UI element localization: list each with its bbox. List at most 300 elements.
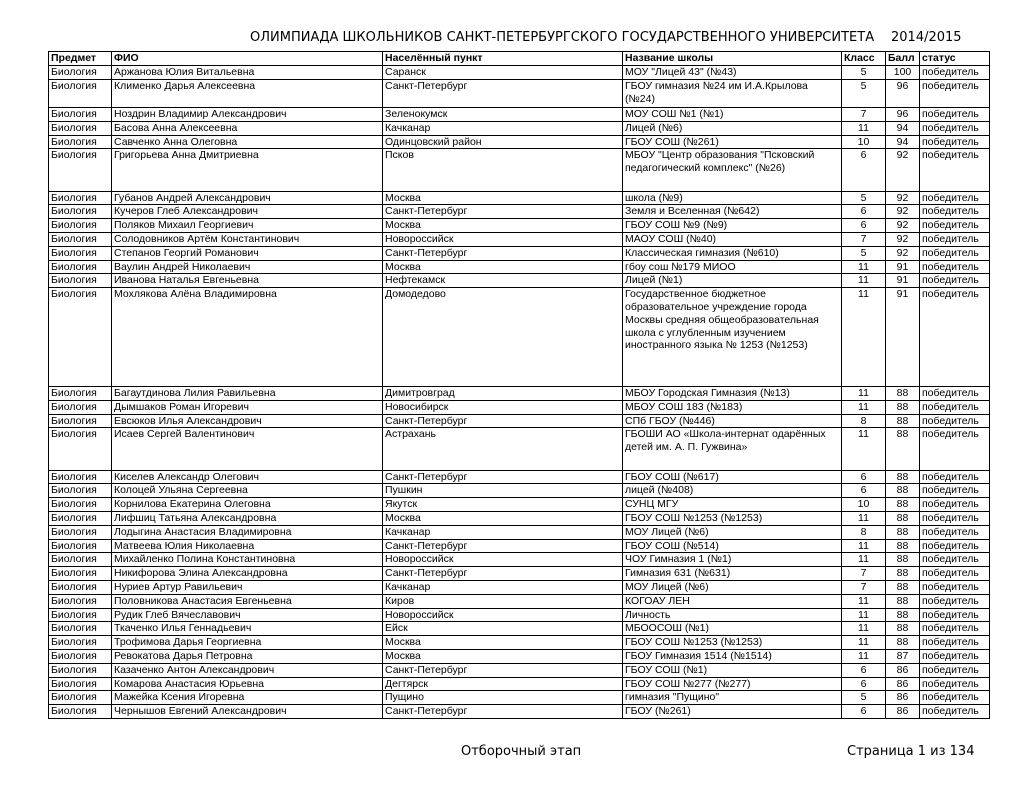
cell-grade: 11 bbox=[842, 260, 886, 274]
cell-grade: 10 bbox=[842, 135, 886, 149]
cell-school: ГБОУ СОШ №1253 (№1253) bbox=[623, 512, 842, 526]
cell-city: Ейск bbox=[383, 622, 623, 636]
cell-score: 100 bbox=[886, 66, 920, 80]
cell-grade: 6 bbox=[842, 663, 886, 677]
cell-grade: 8 bbox=[842, 525, 886, 539]
table-row bbox=[49, 484, 990, 498]
cell-status: победитель bbox=[920, 219, 990, 233]
cell-subject: Биология bbox=[49, 622, 112, 636]
cell-subject: Биология bbox=[49, 705, 112, 719]
cell-school: Земля и Вселенная (№642) bbox=[623, 205, 842, 219]
cell-school: МБОУ Городская Гимназия (№13) bbox=[623, 386, 842, 400]
cell-status: победитель bbox=[920, 470, 990, 484]
cell-status: победитель bbox=[920, 622, 990, 636]
cell-grade: 6 bbox=[842, 149, 886, 191]
cell-school: МОУ Лицей (№6) bbox=[623, 581, 842, 595]
cell-city: Новороссийск bbox=[383, 553, 623, 567]
cell-subject: Биология bbox=[49, 260, 112, 274]
cell-grade: 11 bbox=[842, 636, 886, 650]
cell-subject: Биология bbox=[49, 66, 112, 80]
table-row bbox=[49, 512, 990, 526]
cell-city: Новороссийск bbox=[383, 608, 623, 622]
table-row bbox=[49, 705, 990, 719]
cell-status: победитель bbox=[920, 288, 990, 387]
cell-name: Солодовников Артём Константинович bbox=[112, 233, 383, 247]
cell-city: Димитровград bbox=[383, 386, 623, 400]
cell-school: ГБОУ СОШ №1253 (№1253) bbox=[623, 636, 842, 650]
cell-score: 88 bbox=[886, 525, 920, 539]
cell-grade: 11 bbox=[842, 539, 886, 553]
cell-school: ЧОУ Гимназия 1 (№1) bbox=[623, 553, 842, 567]
cell-school: лицей (№408) bbox=[623, 484, 842, 498]
column-header-status: статус bbox=[920, 52, 990, 66]
cell-name: Евсюков Илья Александрович bbox=[112, 414, 383, 428]
cell-city: Одинцовский район bbox=[383, 135, 623, 149]
cell-subject: Биология bbox=[49, 288, 112, 387]
cell-school: Классическая гимназия (№610) bbox=[623, 246, 842, 260]
cell-subject: Биология bbox=[49, 539, 112, 553]
cell-city: Домодедово bbox=[383, 288, 623, 387]
cell-subject: Биология bbox=[49, 191, 112, 205]
table-row bbox=[49, 274, 990, 288]
cell-status: победитель bbox=[920, 539, 990, 553]
cell-score: 88 bbox=[886, 594, 920, 608]
cell-status: победитель bbox=[920, 581, 990, 595]
cell-name: Савченко Анна Олеговна bbox=[112, 135, 383, 149]
cell-subject: Биология bbox=[49, 677, 112, 691]
table-row bbox=[49, 677, 990, 691]
cell-subject: Биология bbox=[49, 636, 112, 650]
table-row bbox=[49, 219, 990, 233]
cell-score: 92 bbox=[886, 246, 920, 260]
cell-city: Санкт-Петербург bbox=[383, 246, 623, 260]
cell-grade: 11 bbox=[842, 400, 886, 414]
cell-score: 88 bbox=[886, 539, 920, 553]
cell-status: победитель bbox=[920, 149, 990, 191]
cell-subject: Биология bbox=[49, 594, 112, 608]
cell-subject: Биология bbox=[49, 121, 112, 135]
cell-status: победитель bbox=[920, 608, 990, 622]
cell-subject: Биология bbox=[49, 498, 112, 512]
cell-status: победитель bbox=[920, 691, 990, 705]
results-table bbox=[48, 51, 990, 719]
cell-grade: 11 bbox=[842, 512, 886, 526]
cell-grade: 11 bbox=[842, 386, 886, 400]
column-header-name: ФИО bbox=[112, 52, 383, 66]
cell-city: Москва bbox=[383, 636, 623, 650]
cell-city: Москва bbox=[383, 260, 623, 274]
cell-grade: 11 bbox=[842, 553, 886, 567]
cell-city: Нефтекамск bbox=[383, 274, 623, 288]
cell-status: победитель bbox=[920, 498, 990, 512]
cell-name: Степанов Георгий Романович bbox=[112, 246, 383, 260]
cell-city: Якутск bbox=[383, 498, 623, 512]
cell-subject: Биология bbox=[49, 691, 112, 705]
cell-name: Половникова Анастасия Евгеньевна bbox=[112, 594, 383, 608]
table-row bbox=[49, 691, 990, 705]
cell-grade: 5 bbox=[842, 79, 886, 107]
cell-status: победитель bbox=[920, 663, 990, 677]
cell-school: ГБОУ СОШ №9 (№9) bbox=[623, 219, 842, 233]
cell-subject: Биология bbox=[49, 649, 112, 663]
cell-name: Ноздрин Владимир Александрович bbox=[112, 107, 383, 121]
cell-status: победитель bbox=[920, 191, 990, 205]
cell-score: 92 bbox=[886, 233, 920, 247]
cell-subject: Биология bbox=[49, 525, 112, 539]
cell-status: победитель bbox=[920, 233, 990, 247]
cell-name: Поляков Михаил Георгиевич bbox=[112, 219, 383, 233]
table-row bbox=[49, 135, 990, 149]
table-row bbox=[49, 594, 990, 608]
cell-name: Дымшаков Роман Игоревич bbox=[112, 400, 383, 414]
table-row bbox=[49, 79, 990, 107]
cell-name: Мохлякова Алёна Владимировна bbox=[112, 288, 383, 387]
cell-score: 88 bbox=[886, 581, 920, 595]
column-header-score: Балл bbox=[886, 52, 920, 66]
cell-name: Кучеров Глеб Александрович bbox=[112, 205, 383, 219]
cell-score: 87 bbox=[886, 649, 920, 663]
cell-name: Чернышов Евгений Александрович bbox=[112, 705, 383, 719]
cell-grade: 7 bbox=[842, 567, 886, 581]
cell-name: Корнилова Екатерина Олеговна bbox=[112, 498, 383, 512]
cell-score: 92 bbox=[886, 219, 920, 233]
cell-school: СПб ГБОУ (№446) bbox=[623, 414, 842, 428]
column-header-subject: Предмет bbox=[49, 52, 112, 66]
cell-grade: 5 bbox=[842, 691, 886, 705]
cell-score: 92 bbox=[886, 149, 920, 191]
table-row bbox=[49, 553, 990, 567]
cell-score: 88 bbox=[886, 400, 920, 414]
cell-score: 96 bbox=[886, 107, 920, 121]
column-header-city: Населённый пункт bbox=[383, 52, 623, 66]
cell-subject: Биология bbox=[49, 553, 112, 567]
cell-city: Псков bbox=[383, 149, 623, 191]
cell-school: гбоу сош №179 МИОО bbox=[623, 260, 842, 274]
cell-status: победитель bbox=[920, 260, 990, 274]
cell-status: победитель bbox=[920, 386, 990, 400]
cell-name: Михайленко Полина Константиновна bbox=[112, 553, 383, 567]
document-title: ОЛИМПИАДА ШКОЛЬНИКОВ САНКТ-ПЕТЕРБУРГСКОГО ГОСУДАРСТВЕННОГО УНИВЕРСИТЕТА bbox=[250, 30, 875, 45]
cell-city: Новосибирск bbox=[383, 400, 623, 414]
cell-score: 91 bbox=[886, 260, 920, 274]
cell-city: Зеленокумск bbox=[383, 107, 623, 121]
table-row bbox=[49, 288, 990, 387]
cell-score: 88 bbox=[886, 636, 920, 650]
table-row bbox=[49, 149, 990, 191]
cell-status: победитель bbox=[920, 107, 990, 121]
cell-school: ГБОШИ АО «Школа-интернат одарённых детей им. А. П. Гужвина» bbox=[623, 428, 842, 470]
table-header-row bbox=[49, 52, 990, 66]
cell-grade: 6 bbox=[842, 677, 886, 691]
column-header-grade: Класс bbox=[842, 52, 886, 66]
cell-subject: Биология bbox=[49, 428, 112, 470]
cell-city: Санкт-Петербург bbox=[383, 414, 623, 428]
cell-subject: Биология bbox=[49, 608, 112, 622]
cell-city: Санкт-Петербург bbox=[383, 567, 623, 581]
cell-grade: 6 bbox=[842, 484, 886, 498]
cell-city: Пушкин bbox=[383, 484, 623, 498]
cell-status: победитель bbox=[920, 525, 990, 539]
cell-status: победитель bbox=[920, 205, 990, 219]
cell-city: Санкт-Петербург bbox=[383, 539, 623, 553]
cell-name: Ткаченко Илья Геннадьевич bbox=[112, 622, 383, 636]
cell-score: 91 bbox=[886, 288, 920, 387]
table-row bbox=[49, 663, 990, 677]
column-header-school: Название школы bbox=[623, 52, 842, 66]
cell-school: ГБОУ СОШ (№617) bbox=[623, 470, 842, 484]
cell-subject: Биология bbox=[49, 246, 112, 260]
cell-status: победитель bbox=[920, 677, 990, 691]
cell-school: МБООСОШ (№1) bbox=[623, 622, 842, 636]
cell-score: 91 bbox=[886, 274, 920, 288]
cell-name: Аржанова Юлия Витальевна bbox=[112, 66, 383, 80]
cell-name: Басова Анна Алексеевна bbox=[112, 121, 383, 135]
cell-city: Астрахань bbox=[383, 428, 623, 470]
cell-school: МОУ "Лицей 43" (№43) bbox=[623, 66, 842, 80]
table-row bbox=[49, 525, 990, 539]
cell-school: СУНЦ МГУ bbox=[623, 498, 842, 512]
cell-subject: Биология bbox=[49, 386, 112, 400]
table-row bbox=[49, 400, 990, 414]
cell-name: Губанов Андрей Александрович bbox=[112, 191, 383, 205]
cell-status: победитель bbox=[920, 121, 990, 135]
cell-grade: 11 bbox=[842, 121, 886, 135]
cell-city: Качканар bbox=[383, 121, 623, 135]
cell-city: Москва bbox=[383, 191, 623, 205]
cell-score: 92 bbox=[886, 205, 920, 219]
cell-grade: 11 bbox=[842, 649, 886, 663]
cell-school: МАОУ СОШ (№40) bbox=[623, 233, 842, 247]
cell-score: 86 bbox=[886, 677, 920, 691]
cell-name: Казаченко Антон Александрович bbox=[112, 663, 383, 677]
cell-subject: Биология bbox=[49, 219, 112, 233]
cell-score: 88 bbox=[886, 622, 920, 636]
cell-grade: 7 bbox=[842, 581, 886, 595]
cell-grade: 6 bbox=[842, 705, 886, 719]
cell-subject: Биология bbox=[49, 567, 112, 581]
cell-grade: 7 bbox=[842, 233, 886, 247]
cell-score: 88 bbox=[886, 414, 920, 428]
cell-score: 88 bbox=[886, 608, 920, 622]
cell-name: Лодыгина Анастасия Владимировна bbox=[112, 525, 383, 539]
cell-status: победитель bbox=[920, 649, 990, 663]
cell-grade: 5 bbox=[842, 246, 886, 260]
cell-score: 88 bbox=[886, 567, 920, 581]
cell-school: МБОУ СОШ 183 (№183) bbox=[623, 400, 842, 414]
cell-school: ГБОУ Гимназия 1514 (№1514) bbox=[623, 649, 842, 663]
cell-score: 88 bbox=[886, 386, 920, 400]
cell-status: победитель bbox=[920, 705, 990, 719]
cell-name: Багаутдинова Лилия Равильевна bbox=[112, 386, 383, 400]
cell-status: победитель bbox=[920, 135, 990, 149]
cell-school: МБОУ "Центр образования "Псковский педагогический комплекс" (№26) bbox=[623, 149, 842, 191]
cell-name: Нуриев Артур Равильевич bbox=[112, 581, 383, 595]
cell-name: Лифшиц Татьяна Александровна bbox=[112, 512, 383, 526]
table-row bbox=[49, 649, 990, 663]
cell-city: Москва bbox=[383, 512, 623, 526]
cell-grade: 6 bbox=[842, 470, 886, 484]
cell-score: 88 bbox=[886, 428, 920, 470]
cell-score: 88 bbox=[886, 498, 920, 512]
cell-score: 94 bbox=[886, 135, 920, 149]
cell-school: МОУ СОШ №1 (№1) bbox=[623, 107, 842, 121]
cell-subject: Биология bbox=[49, 663, 112, 677]
table-row bbox=[49, 233, 990, 247]
cell-city: Пущино bbox=[383, 691, 623, 705]
cell-score: 86 bbox=[886, 663, 920, 677]
cell-subject: Биология bbox=[49, 274, 112, 288]
table-row bbox=[49, 66, 990, 80]
cell-school: школа (№9) bbox=[623, 191, 842, 205]
cell-name: Трофимова Дарья Георгиевна bbox=[112, 636, 383, 650]
cell-score: 86 bbox=[886, 705, 920, 719]
cell-school: ГБОУ СОШ №277 (№277) bbox=[623, 677, 842, 691]
cell-name: Никифорова Элина Александровна bbox=[112, 567, 383, 581]
table-row bbox=[49, 428, 990, 470]
cell-score: 88 bbox=[886, 484, 920, 498]
cell-city: Качканар bbox=[383, 581, 623, 595]
cell-subject: Биология bbox=[49, 400, 112, 414]
cell-grade: 11 bbox=[842, 274, 886, 288]
cell-grade: 5 bbox=[842, 191, 886, 205]
table-row bbox=[49, 246, 990, 260]
cell-subject: Биология bbox=[49, 581, 112, 595]
cell-name: Комарова Анастасия Юрьевна bbox=[112, 677, 383, 691]
cell-name: Иванова Наталья Евгеньевна bbox=[112, 274, 383, 288]
cell-school: Лицей (№1) bbox=[623, 274, 842, 288]
cell-status: победитель bbox=[920, 484, 990, 498]
cell-status: победитель bbox=[920, 594, 990, 608]
table-row bbox=[49, 205, 990, 219]
cell-city: Санкт-Петербург bbox=[383, 663, 623, 677]
cell-subject: Биология bbox=[49, 233, 112, 247]
cell-school: ГБОУ (№261) bbox=[623, 705, 842, 719]
cell-status: победитель bbox=[920, 79, 990, 107]
cell-school: ГБОУ гимназия №24 им И.А.Крылова (№24) bbox=[623, 79, 842, 107]
table-row bbox=[49, 191, 990, 205]
table-row bbox=[49, 386, 990, 400]
cell-score: 96 bbox=[886, 79, 920, 107]
cell-school: МОУ Лицей (№6) bbox=[623, 525, 842, 539]
cell-subject: Биология bbox=[49, 135, 112, 149]
cell-school: КОГОАУ ЛЕН bbox=[623, 594, 842, 608]
cell-subject: Биология bbox=[49, 512, 112, 526]
footer-stage: Отборочный этап bbox=[461, 744, 582, 759]
cell-status: победитель bbox=[920, 66, 990, 80]
cell-status: победитель bbox=[920, 428, 990, 470]
table-row bbox=[49, 567, 990, 581]
cell-school: Лицей (№6) bbox=[623, 121, 842, 135]
cell-name: Ваулин Андрей Николаевич bbox=[112, 260, 383, 274]
cell-city: Москва bbox=[383, 219, 623, 233]
cell-subject: Биология bbox=[49, 484, 112, 498]
cell-score: 88 bbox=[886, 553, 920, 567]
cell-status: победитель bbox=[920, 512, 990, 526]
table-row bbox=[49, 498, 990, 512]
cell-subject: Биология bbox=[49, 470, 112, 484]
table-row bbox=[49, 539, 990, 553]
cell-grade: 11 bbox=[842, 608, 886, 622]
table-row bbox=[49, 260, 990, 274]
cell-name: Мажейка Ксения Игоревна bbox=[112, 691, 383, 705]
cell-grade: 11 bbox=[842, 428, 886, 470]
academic-year: 2014/2015 bbox=[891, 30, 962, 45]
cell-city: Киров bbox=[383, 594, 623, 608]
cell-grade: 11 bbox=[842, 288, 886, 387]
cell-subject: Биология bbox=[49, 149, 112, 191]
table-row bbox=[49, 107, 990, 121]
cell-city: Москва bbox=[383, 649, 623, 663]
cell-grade: 6 bbox=[842, 219, 886, 233]
cell-city: Санкт-Петербург bbox=[383, 205, 623, 219]
cell-status: победитель bbox=[920, 567, 990, 581]
cell-subject: Биология bbox=[49, 414, 112, 428]
table-row bbox=[49, 636, 990, 650]
cell-school: ГБОУ СОШ (№1) bbox=[623, 663, 842, 677]
cell-status: победитель bbox=[920, 636, 990, 650]
cell-city: Санкт-Петербург bbox=[383, 470, 623, 484]
cell-school: Государственное бюджетное образовательное учреждение города Москвы средняя общеобразовательная школа с углубленным изучением иностранного языка № 1253 (№1253) bbox=[623, 288, 842, 387]
cell-name: Исаев Сергей Валентинович bbox=[112, 428, 383, 470]
table-row bbox=[49, 470, 990, 484]
cell-name: Ревокатова Дарья Петровна bbox=[112, 649, 383, 663]
cell-city: Санкт-Петербург bbox=[383, 705, 623, 719]
table-row bbox=[49, 622, 990, 636]
cell-school: Гимназия 631 (№631) bbox=[623, 567, 842, 581]
cell-school: гимназия "Пущино" bbox=[623, 691, 842, 705]
cell-grade: 6 bbox=[842, 205, 886, 219]
cell-name: Матвеева Юлия Николаевна bbox=[112, 539, 383, 553]
cell-status: победитель bbox=[920, 274, 990, 288]
cell-grade: 11 bbox=[842, 622, 886, 636]
cell-subject: Биология bbox=[49, 79, 112, 107]
footer-page-number: Страница 1 из 134 bbox=[847, 744, 975, 759]
cell-score: 88 bbox=[886, 470, 920, 484]
cell-school: ГБОУ СОШ (№514) bbox=[623, 539, 842, 553]
cell-subject: Биология bbox=[49, 205, 112, 219]
table-row bbox=[49, 121, 990, 135]
cell-name: Клименко Дарья Алексеевна bbox=[112, 79, 383, 107]
cell-subject: Биология bbox=[49, 107, 112, 121]
cell-name: Киселев Александр Олегович bbox=[112, 470, 383, 484]
cell-grade: 10 bbox=[842, 498, 886, 512]
cell-status: победитель bbox=[920, 553, 990, 567]
table-body bbox=[49, 66, 990, 719]
cell-status: победитель bbox=[920, 400, 990, 414]
cell-score: 86 bbox=[886, 691, 920, 705]
cell-grade: 7 bbox=[842, 107, 886, 121]
cell-score: 92 bbox=[886, 191, 920, 205]
cell-score: 94 bbox=[886, 121, 920, 135]
cell-grade: 8 bbox=[842, 414, 886, 428]
cell-name: Григорьева Анна Дмитриевна bbox=[112, 149, 383, 191]
table-row bbox=[49, 608, 990, 622]
cell-city: Дегтярск bbox=[383, 677, 623, 691]
cell-grade: 11 bbox=[842, 594, 886, 608]
cell-name: Рудик Глеб Вячеславович bbox=[112, 608, 383, 622]
cell-city: Санкт-Петербург bbox=[383, 79, 623, 107]
cell-city: Саранск bbox=[383, 66, 623, 80]
cell-city: Качканар bbox=[383, 525, 623, 539]
cell-grade: 5 bbox=[842, 66, 886, 80]
cell-name: Колоцей Ульяна Сергеевна bbox=[112, 484, 383, 498]
table-row bbox=[49, 581, 990, 595]
cell-score: 88 bbox=[886, 512, 920, 526]
cell-school: Личность bbox=[623, 608, 842, 622]
cell-school: ГБОУ СОШ (№261) bbox=[623, 135, 842, 149]
cell-status: победитель bbox=[920, 246, 990, 260]
cell-status: победитель bbox=[920, 414, 990, 428]
